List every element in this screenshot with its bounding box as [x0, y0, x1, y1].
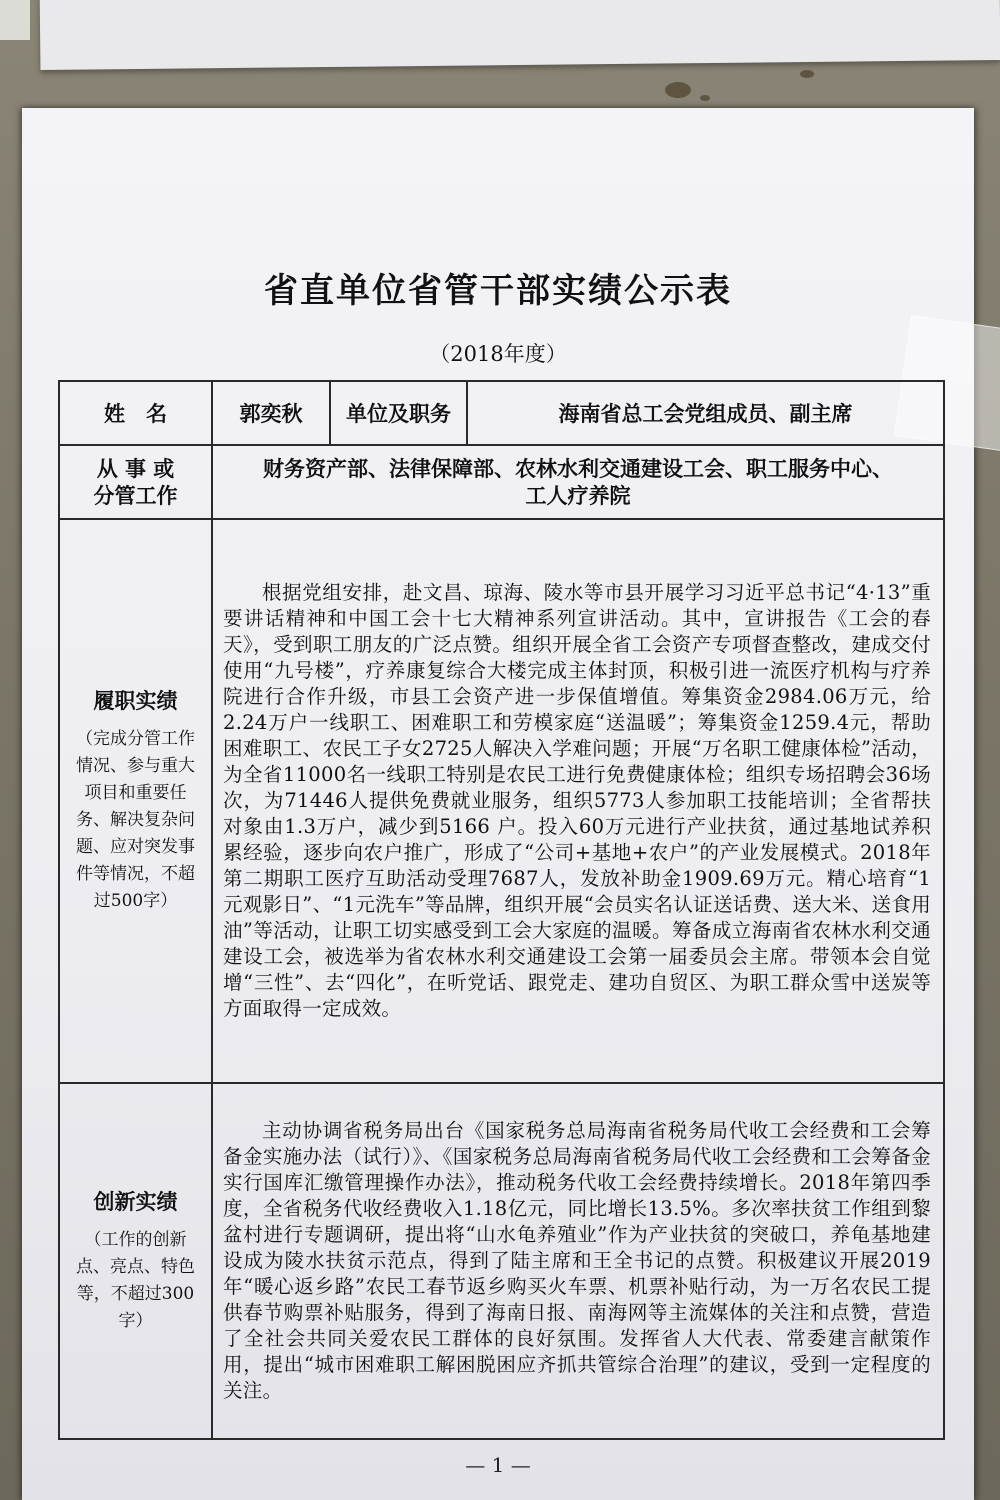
performance-row	[59, 519, 944, 1083]
innovation-label: 创新实绩	[93, 1188, 178, 1214]
stain-mark	[665, 82, 691, 98]
performance-label: 履职实绩	[93, 688, 178, 713]
performance-label-cell	[59, 519, 212, 1083]
unit-value: 海南省总工会党组成员、副主席	[467, 381, 944, 445]
innovation-note: （工作的创新点、亮点、特色等，不超过300字）	[76, 1229, 195, 1331]
innovation-row	[59, 1083, 944, 1439]
work-label	[59, 445, 212, 519]
name-row	[59, 381, 944, 445]
stain-mark	[700, 95, 710, 101]
work-label-line-2: 分管工作	[93, 483, 178, 508]
unit-label: 单位及职务	[330, 381, 467, 445]
performance-text: 根据党组安排，赴文昌、琼海、陵水等市县开展学习习近平总书记“4·13”重要讲话精神和中国工会十七大精神系列宣讲活动。其中，宣讲报告《工会的春天》，受到职工朋友的广泛点赞。组织开展全省工会资产专项督查整改，建成交付使用“九号楼”，疗养康复综合大楼完成主体封顶，积极引进一流医疗机构与疗养院进行合作升级，市县工会资产进一步保值增值。筹集资金2984.06万元，给2.24万户一线职工、困难职工和劳模家庭“送温暖”；筹集资金1259.4元，帮助困难职工、农民工子女2725人解决入学难问题；开展“万名职工健康体检”活动，为全省11000名一线职工特别是农民工进行免费健康体检；组织专场招聘会36场次，为71446人提供免费就业服务，组织5773人参加职工技能培训；全省帮扶对象由1.3万户，减少到5166 户。投入60万元进行产业扶贫，通过基地试养积累经验，逐步向农户推广，形成了“公司+基地+农户”的产业发展模式。2018年第二期职工医疗互助活动受理7687人，发放补助金1909.69万元。精心培育“1元观影日”、“1元洗车”等品牌，组织开展“会员实名认证送话费、送大米、送食用油”等活动，让职工切实感受到工会大家庭的温暖。筹备成立海南省农林水利交通建设工会，被选举为省农林水利交通建设工会第一届委员会主席。带领本会自觉增“三性”、去“四化”，在听党话、跟党走、建功自贸区、为职工群众雪中送炭等方面取得一定成效。	[223, 581, 931, 1020]
document-year: （2018年度）	[429, 342, 567, 366]
paper-corner	[0, 0, 30, 40]
name-value: 郭奕秋	[212, 381, 330, 445]
innovation-content	[212, 1083, 944, 1439]
page-number: — 1 —	[465, 1453, 531, 1477]
document-title: 省直单位省管干部实绩公示表	[264, 271, 732, 311]
work-label-line-1: 从 事 或	[96, 456, 175, 481]
innovation-label-cell	[59, 1083, 212, 1439]
name-label: 姓 名	[59, 381, 212, 445]
performance-table	[58, 380, 945, 1440]
work-value-line-1: 财务资产部、法律保障部、农林水利交通建设工会、职工服务中心、	[263, 456, 893, 481]
notice-sheet	[22, 108, 974, 1500]
previous-page-edge	[40, 0, 1000, 70]
innovation-text: 主动协调省税务局出台《国家税务总局海南省税务局代收工会经费和工会筹备金实施办法（试行）》、《国家税务总局海南省税务局代收工会经费和工会筹备金实行国库汇缴管理操作办法》，推动税务代收工会经费持续增长。2018年第四季度，全省税务代收经费收入1.18亿元，同比增长13.5%。多次率扶贫工作组到黎盆村进行专题调研，提出将“山水龟养殖业”作为产业扶贫的突破口，养龟基地建设成为陵水扶贫示范点，得到了陆主席和王全书记的点赞。积极建议开展2019年“暖心返乡路”农民工春节返乡购买火车票、机票补贴行动，为一万名农民工提供春节购票补贴服务，得到了海南日报、南海网等主流媒体的关注和点赞，营造了全社会共同关爱农民工群体的良好氛围。发挥省人大代表、常委建言献策作用，提出“城市困难职工解困脱困应齐抓共管综合治理”的建议，受到一定程度的关注。	[223, 1119, 931, 1402]
performance-content	[212, 519, 944, 1083]
stain-mark	[800, 70, 814, 78]
work-value	[212, 445, 944, 519]
performance-note: （完成分管工作情况、参与重大项目和重要任务、解决复杂问题、应对突发事件等情况，不超过500字）	[76, 729, 195, 911]
work-value-line-2: 工人疗养院	[525, 483, 631, 508]
work-row	[59, 445, 944, 519]
